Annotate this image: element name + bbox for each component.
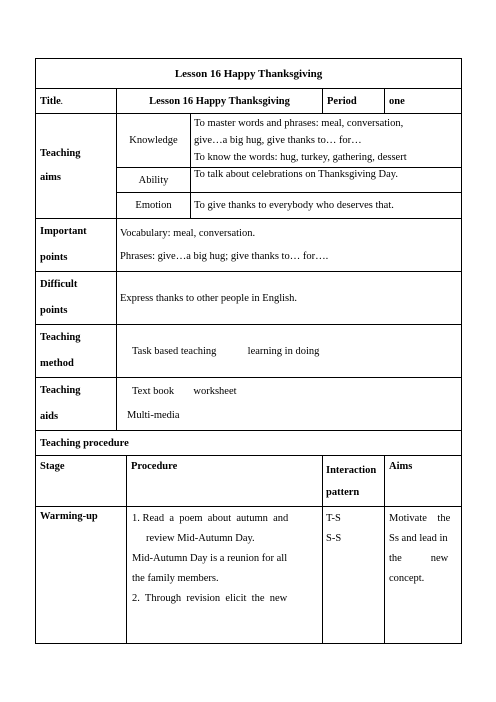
period-label: Period (323, 89, 385, 114)
title-value: Lesson 16 Happy Thanksgiving (117, 89, 323, 114)
important-points-label: Important points (36, 219, 117, 272)
difficult-points-text: Express thanks to other people in English. (117, 272, 462, 325)
teaching-aids-text (117, 378, 462, 431)
lesson-plan-table (35, 58, 462, 644)
teaching-method-text (117, 325, 462, 378)
stage-cell: Warming-up (36, 507, 127, 644)
interaction-pattern-header: Interaction pattern (323, 456, 385, 507)
procedure-header: Procedure (127, 456, 323, 507)
aids-item-2: worksheet (193, 386, 237, 397)
difficult-points-label: Difficult points (36, 272, 117, 325)
knowledge-text: To master words and phrases: meal, conversation, give…a big hug, give thanks to… for… To know the words: hug, turkey, gathering, dessert (191, 114, 462, 168)
teaching-procedure-heading: Teaching procedure (36, 431, 462, 456)
aims-cell: Motivate the Ss and lead in the new concept. (385, 507, 462, 644)
lesson-title: Lesson 16 Happy Thanksgiving (36, 59, 462, 89)
emotion-text: To give thanks to everybody who deserves that. (191, 193, 462, 219)
ability-label: Ability (117, 168, 191, 193)
knowledge-label: Knowledge (117, 114, 191, 168)
aids-item-3: Multi-media (127, 410, 180, 421)
teaching-aids-label: Teaching aids (36, 378, 117, 431)
procedure-cell: 1. Read a poem about autumn and review Mid-Autumn Day. Mid-Autumn Day is a reunion for all the family members. 2. Through revision elicit the new (127, 507, 323, 644)
method-item-1: Task based teaching (132, 345, 217, 357)
aims-header: Aims (385, 456, 462, 507)
stage-header: Stage (36, 456, 127, 507)
title-label: Title. (36, 89, 117, 114)
procedure-row (36, 507, 462, 644)
teaching-aims-label: Teaching aims (36, 114, 117, 219)
important-points-text: Vocabulary: meal, conversation. Phrases: give…a big hug; give thanks to… for…. (117, 219, 462, 272)
lesson-plan-page (35, 58, 461, 644)
ability-text: To talk about celebrations on Thanksgiving Day. (191, 168, 462, 193)
emotion-label: Emotion (117, 193, 191, 219)
teaching-method-label: Teaching method (36, 325, 117, 378)
interaction-cell: T-S S-S (323, 507, 385, 644)
aids-item-1: Text book (132, 386, 175, 397)
period-value: one (385, 89, 462, 114)
method-item-2: learning in doing (247, 345, 320, 357)
